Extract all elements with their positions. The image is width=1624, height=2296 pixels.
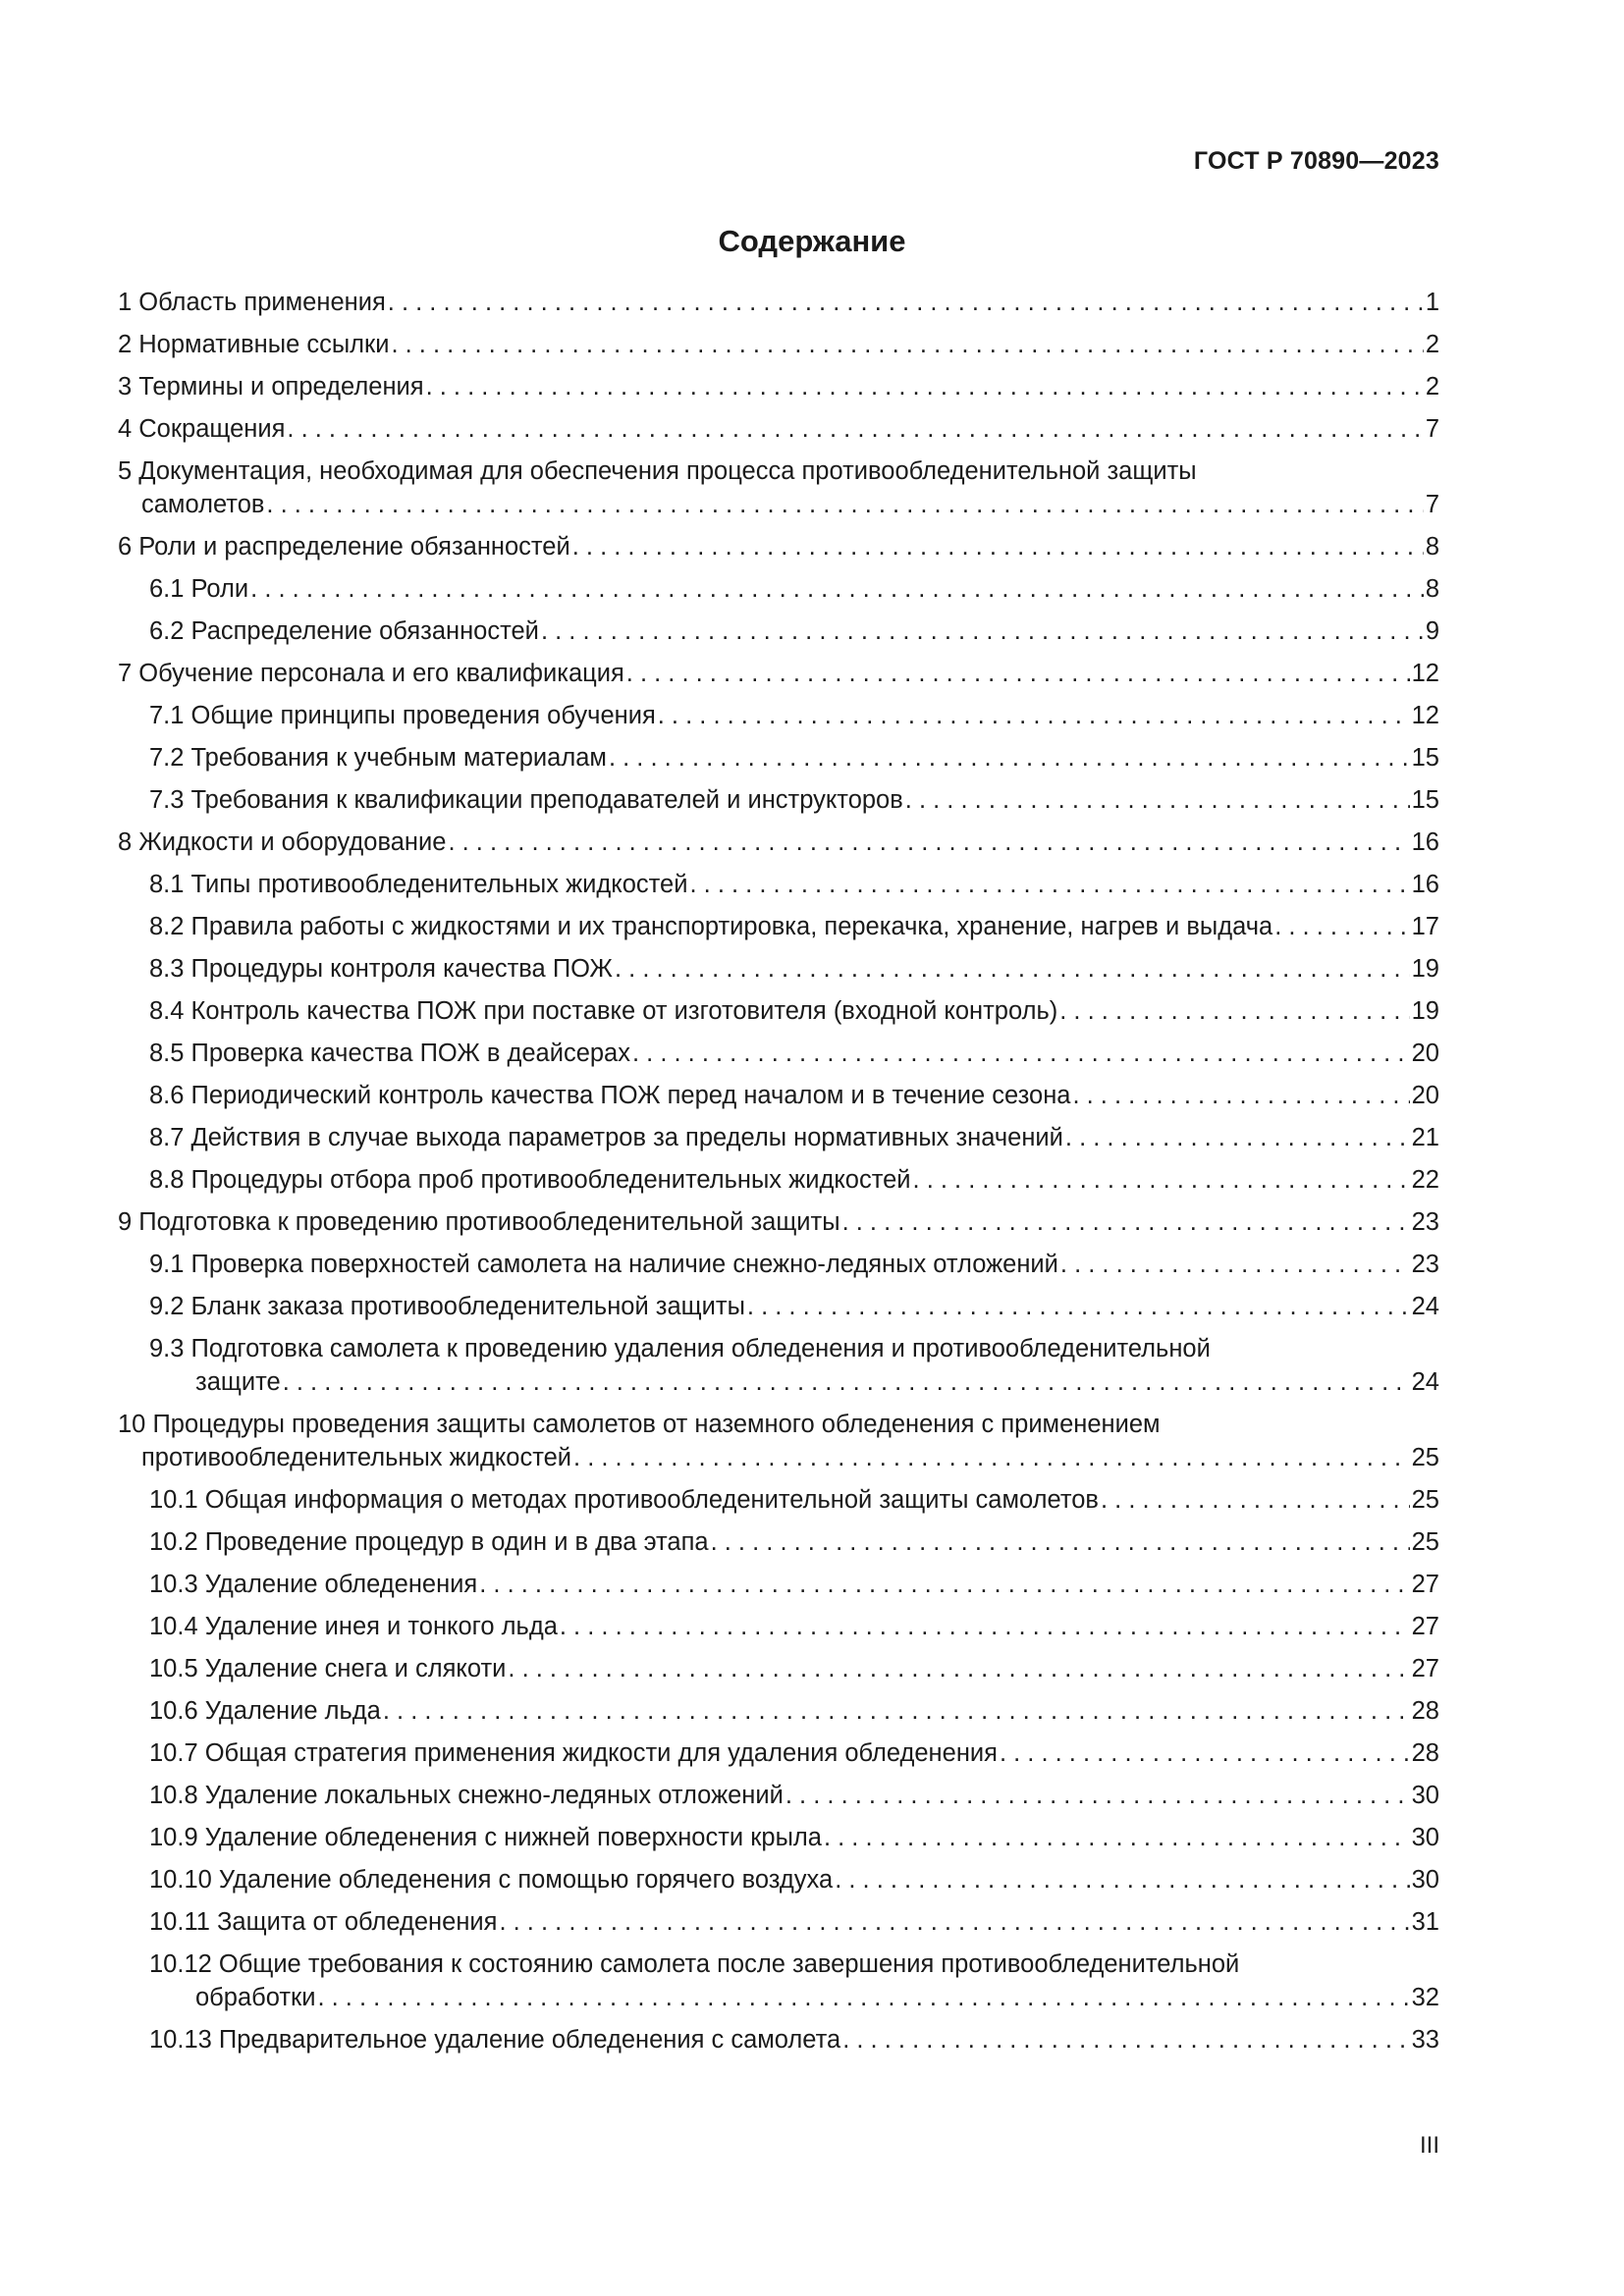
toc-entry-title: 6 Роли и распределение обязанностей [118, 533, 570, 561]
dot-leader [1065, 1121, 1410, 1154]
toc-entry[interactable] [118, 1610, 1439, 1643]
dot-leader [913, 1163, 1410, 1197]
dot-leader [448, 826, 1409, 859]
toc-entry[interactable] [118, 1079, 1439, 1112]
toc-entry-title: 7.2 Требования к учебным материалам [149, 744, 607, 772]
toc-entry-title: 10.7 Общая стратегия применения жидкости для удаления обледенения [149, 1739, 998, 1767]
dot-leader [609, 741, 1410, 774]
dot-leader [711, 1525, 1410, 1559]
toc-entry-title: 2 Нормативные ссылки [118, 331, 390, 358]
toc-entry[interactable] [118, 910, 1439, 943]
dot-leader [287, 412, 1423, 446]
toc-entry-page: 17 [1411, 913, 1439, 940]
toc-entry-page: 7 [1425, 415, 1439, 443]
toc-entry[interactable] [118, 868, 1439, 901]
toc-entry-page: 33 [1411, 2026, 1439, 2054]
toc-entry[interactable] [118, 1408, 1439, 1474]
toc-entry-title: 10.13 Предварительное удаление обледенения с самолета [149, 2026, 841, 2054]
dot-leader [508, 1652, 1409, 1685]
toc-entry-title: 8.2 Правила работы с жидкостями и их транспортировка, перекачка, хранение, нагрев и выдача [149, 913, 1273, 940]
toc-entry-title: 8.6 Периодический контроль качества ПОЖ перед началом и в течение сезона [149, 1082, 1071, 1109]
toc-entry-page: 25 [1411, 1444, 1439, 1471]
toc-entry-page: 24 [1411, 1368, 1439, 1396]
dot-leader [572, 530, 1424, 563]
page-number: III [1419, 2132, 1439, 2159]
toc-entry[interactable] [118, 657, 1439, 690]
toc-entry-title: 10.6 Удаление льда [149, 1697, 381, 1725]
toc-entry-title: 8.8 Процедуры отбора проб противообледенительных жидкостей [149, 1166, 911, 1194]
toc-entry-title: 1 Область применения [118, 289, 386, 316]
toc-entry-title: 10.9 Удаление обледенения с нижней поверхности крыла [149, 1824, 822, 1851]
toc-entry-title: 9.2 Бланк заказа противообледенительной защиты [149, 1293, 745, 1320]
toc-entry-page: 30 [1411, 1866, 1439, 1894]
toc-entry-page: 16 [1411, 828, 1439, 856]
toc-entry-page: 30 [1411, 1782, 1439, 1809]
toc-entry-page: 24 [1411, 1293, 1439, 1320]
toc-entry[interactable] [118, 286, 1439, 319]
dot-leader [835, 1863, 1409, 1896]
dot-leader [615, 952, 1410, 986]
toc-entry-title: 4 Сокращения [118, 415, 286, 443]
dot-leader [250, 572, 1424, 606]
toc-entry-title: 10.10 Удаление обледенения с помощью горячего воздуха [149, 1866, 834, 1894]
toc-entry-page: 27 [1411, 1613, 1439, 1640]
toc-entry[interactable] [118, 614, 1439, 648]
toc-entry[interactable] [118, 826, 1439, 859]
toc-entry[interactable] [118, 1290, 1439, 1323]
toc-entry-title: 8.7 Действия в случае выхода параметров за пределы нормативных значений [149, 1124, 1063, 1151]
dot-leader [1072, 1079, 1409, 1112]
toc-entry[interactable] [118, 454, 1439, 521]
toc-entry[interactable] [118, 1821, 1439, 1854]
dot-leader [824, 1821, 1410, 1854]
dot-leader [842, 2023, 1409, 2056]
toc-entry-page: 31 [1411, 1908, 1439, 1936]
toc-entry[interactable] [118, 1905, 1439, 1939]
toc-entry-title-line1: 10.12 Общие требования к состоянию самолета после завершения противообледенительной [149, 1950, 1240, 1978]
toc-entry-title: 8.1 Типы противообледенительных жидкостей [149, 871, 688, 898]
dot-leader [842, 1205, 1410, 1239]
toc-entry-page: 25 [1411, 1528, 1439, 1556]
toc-entry-title: противообледенительных жидкостей [141, 1444, 572, 1471]
toc-entry-title: 10.4 Удаление инея и тонкого льда [149, 1613, 558, 1640]
toc-entry[interactable] [118, 412, 1439, 446]
toc-entry-page: 19 [1411, 955, 1439, 983]
toc-entry-title: обработки [195, 1984, 316, 2011]
dot-leader [689, 868, 1409, 901]
dot-leader [266, 488, 1423, 521]
toc-entry-page: 1 [1425, 289, 1439, 316]
toc-entry-page: 20 [1411, 1040, 1439, 1067]
toc-entry-title-line1: 9.3 Подготовка самолета к проведению удаления обледенения и противообледенительной [149, 1335, 1211, 1362]
toc-entry-title: 6.1 Роли [149, 575, 249, 603]
dot-leader [426, 370, 1424, 403]
toc-entry-page: 2 [1425, 331, 1439, 358]
toc-entry-page: 8 [1425, 575, 1439, 603]
toc-entry-page: 12 [1411, 702, 1439, 729]
toc-entry[interactable] [118, 994, 1439, 1028]
toc-entry[interactable] [118, 1037, 1439, 1070]
dot-leader [499, 1905, 1409, 1939]
toc-entry-title: 7.3 Требования к квалификации преподавателей и инструкторов [149, 786, 903, 814]
dot-leader [1000, 1736, 1410, 1770]
dot-leader [541, 614, 1424, 648]
toc-entry-page: 23 [1411, 1208, 1439, 1236]
table-of-contents [118, 286, 1439, 2065]
toc-entry-page: 27 [1411, 1655, 1439, 1682]
page-title: Содержание [718, 224, 906, 258]
dot-leader [317, 1981, 1409, 2014]
toc-entry-title: 8.4 Контроль качества ПОЖ при поставке от изготовителя (входной контроль) [149, 997, 1058, 1025]
dot-leader [785, 1779, 1410, 1812]
toc-entry[interactable] [118, 370, 1439, 403]
dot-leader [1059, 994, 1409, 1028]
toc-entry-title-line1: 5 Документация, необходимая для обеспечения процесса противообледенительной защиты [118, 457, 1197, 485]
toc-entry-title: 6.2 Распределение обязанностей [149, 617, 539, 645]
dot-leader [1274, 910, 1409, 943]
toc-entry-page: 27 [1411, 1571, 1439, 1598]
toc-entry-title: защите [195, 1368, 281, 1396]
toc-entry-page: 15 [1411, 786, 1439, 814]
toc-entry[interactable] [118, 1332, 1439, 1399]
toc-entry[interactable] [118, 328, 1439, 361]
toc-entry-title: 10.1 Общая информация о методах противообледенительной защиты самолетов [149, 1486, 1099, 1514]
toc-entry[interactable] [118, 1205, 1439, 1239]
dot-leader [283, 1365, 1410, 1399]
toc-entry-title: 9.1 Проверка поверхностей самолета на наличие снежно-ледяных отложений [149, 1251, 1058, 1278]
dot-leader [905, 783, 1410, 817]
toc-entry-title: 10.11 Защита от обледенения [149, 1908, 498, 1936]
dot-leader [560, 1610, 1410, 1643]
toc-entry[interactable] [118, 1948, 1439, 2014]
dot-leader [1060, 1248, 1410, 1281]
dot-leader [383, 1694, 1410, 1728]
toc-entry-page: 28 [1411, 1739, 1439, 1767]
toc-entry[interactable] [118, 1568, 1439, 1601]
toc-entry-title: 8.5 Проверка качества ПОЖ в деайсерах [149, 1040, 630, 1067]
toc-entry[interactable] [118, 1248, 1439, 1281]
toc-entry-title: самолетов [141, 491, 265, 518]
dot-leader [388, 286, 1424, 319]
toc-entry[interactable] [118, 1736, 1439, 1770]
dot-leader [626, 657, 1410, 690]
toc-entry-page: 21 [1411, 1124, 1439, 1151]
toc-entry-page: 22 [1411, 1166, 1439, 1194]
toc-entry-title: 3 Термины и определения [118, 373, 424, 400]
toc-entry-page: 32 [1411, 1984, 1439, 2011]
toc-entry[interactable] [118, 530, 1439, 563]
toc-entry[interactable] [118, 952, 1439, 986]
toc-entry[interactable] [118, 1652, 1439, 1685]
dot-leader [573, 1441, 1410, 1474]
toc-entry-title: 10.2 Проведение процедур в один и в два этапа [149, 1528, 709, 1556]
toc-entry-page: 12 [1411, 660, 1439, 687]
dot-leader [632, 1037, 1410, 1070]
toc-entry-page: 8 [1425, 533, 1439, 561]
toc-entry-title: 10.3 Удаление обледенения [149, 1571, 478, 1598]
toc-entry-title: 7 Обучение персонала и его квалификация [118, 660, 624, 687]
toc-entry-page: 20 [1411, 1082, 1439, 1109]
toc-entry[interactable] [118, 572, 1439, 606]
toc-entry-title: 10.8 Удаление локальных снежно-ледяных отложений [149, 1782, 784, 1809]
toc-entry-page: 9 [1425, 617, 1439, 645]
toc-entry[interactable] [118, 1483, 1439, 1517]
toc-entry-page: 16 [1411, 871, 1439, 898]
dot-leader [479, 1568, 1409, 1601]
dot-leader [747, 1290, 1410, 1323]
document-code: ГОСТ Р 70890—2023 [1193, 147, 1439, 175]
toc-entry-page: 19 [1411, 997, 1439, 1025]
toc-entry-title: 10.5 Удаление снега и слякоти [149, 1655, 507, 1682]
toc-entry[interactable] [118, 741, 1439, 774]
toc-entry-page: 28 [1411, 1697, 1439, 1725]
toc-entry[interactable] [118, 699, 1439, 732]
dot-leader [1101, 1483, 1410, 1517]
toc-entry-title: 9 Подготовка к проведению противообледенительной защиты [118, 1208, 840, 1236]
toc-entry-page: 30 [1411, 1824, 1439, 1851]
toc-entry-title: 8.3 Процедуры контроля качества ПОЖ [149, 955, 613, 983]
toc-entry-page: 2 [1425, 373, 1439, 400]
dot-leader [391, 328, 1423, 361]
toc-entry[interactable] [118, 1779, 1439, 1812]
toc-entry-title: 7.1 Общие принципы проведения обучения [149, 702, 656, 729]
toc-entry-page: 23 [1411, 1251, 1439, 1278]
toc-entry[interactable] [118, 1863, 1439, 1896]
toc-entry-page: 25 [1411, 1486, 1439, 1514]
toc-entry[interactable] [118, 1163, 1439, 1197]
toc-entry[interactable] [118, 1525, 1439, 1559]
toc-entry-title: 8 Жидкости и оборудование [118, 828, 447, 856]
toc-entry[interactable] [118, 783, 1439, 817]
dot-leader [658, 699, 1410, 732]
toc-entry[interactable] [118, 2023, 1439, 2056]
toc-entry[interactable] [118, 1694, 1439, 1728]
toc-entry-title-line1: 10 Процедуры проведения защиты самолетов от наземного обледенения с применением [118, 1411, 1161, 1438]
toc-entry[interactable] [118, 1121, 1439, 1154]
toc-entry-page: 15 [1411, 744, 1439, 772]
toc-entry-page: 7 [1425, 491, 1439, 518]
